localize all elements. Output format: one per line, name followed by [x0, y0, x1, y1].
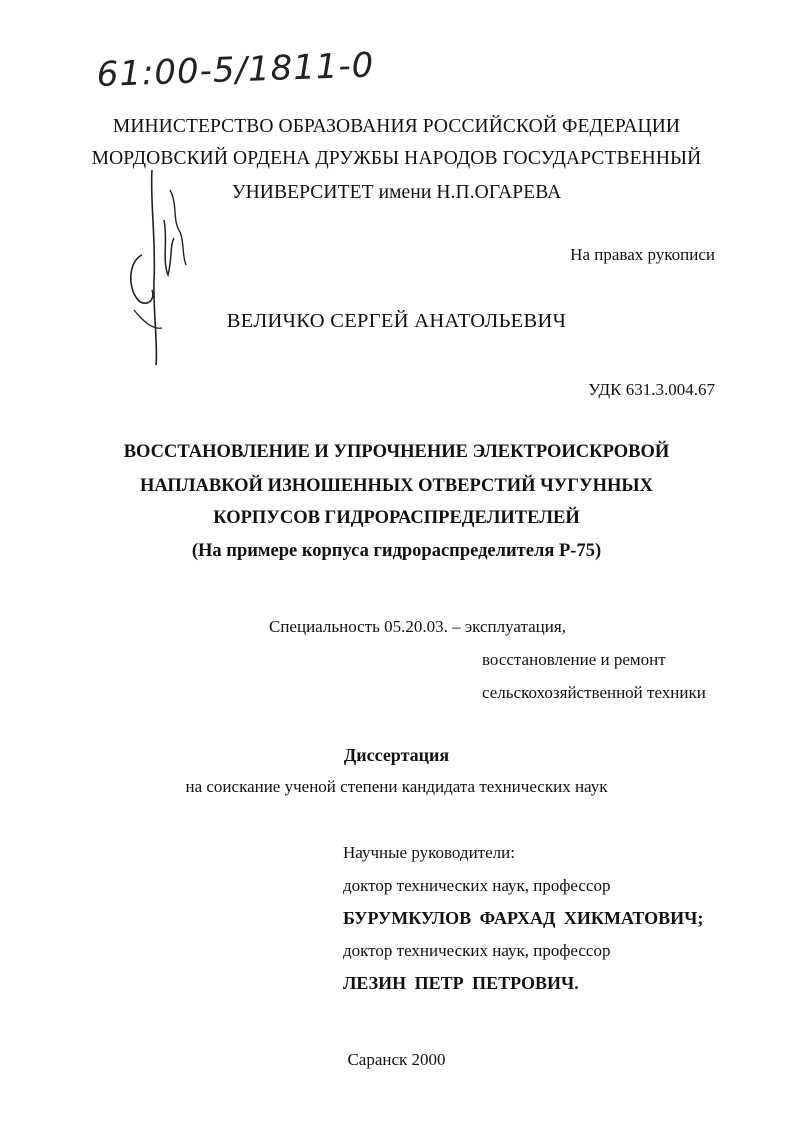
- archive-stamp: 61:00-5/1811-0: [96, 45, 375, 95]
- specialty-line-2: восстановление и ремонт: [482, 650, 666, 669]
- title-subtitle: (На примере корпуса гидрораспределителя Р-75): [191, 541, 602, 561]
- university-line-1: МОРДОВСКИЙ ОРДЕНА ДРУЖБЫ НАРОДОВ ГОСУДАРСТВЕННЫЙ: [91, 148, 702, 169]
- city-year: Саранск 2000: [347, 1050, 446, 1069]
- supervisors-label: Научные руководители:: [343, 843, 515, 862]
- supervisor-1-degree: доктор технических наук, профессор: [343, 876, 611, 895]
- specialty-line-3: сельскохозяйственной техники: [482, 683, 706, 702]
- title-line-2: НАПЛАВКОЙ ИЗНОШЕННЫХ ОТВЕРСТИЙ ЧУГУННЫХ: [140, 476, 653, 496]
- university-line-2: УНИВЕРСИТЕТ имени Н.П.ОГАРЕВА: [231, 182, 562, 203]
- dissertation-purpose: на соискание ученой степени кандидата технических наук: [185, 777, 608, 796]
- supervisor-2-degree: доктор технических наук, профессор: [343, 941, 611, 960]
- dissertation-label: Диссертация: [343, 745, 450, 765]
- supervisor-1-name: БУРУМКУЛОВ ФАРХАД ХИКМАТОВИЧ;: [343, 908, 704, 928]
- author-name: ВЕЛИЧКО СЕРГЕЙ АНАТОЛЬЕВИЧ: [226, 310, 567, 332]
- title-line-3: КОРПУСОВ ГИДРОРАСПРЕДЕЛИТЕЛЕЙ: [213, 508, 580, 528]
- ministry-line: МИНИСТЕРСТВО ОБРАЗОВАНИЯ РОССИЙСКОЙ ФЕДЕРАЦИИ: [112, 116, 681, 137]
- manuscript-rights: На правах рукописи: [570, 245, 715, 264]
- supervisor-2-name: ЛЕЗИН ПЕТР ПЕТРОВИЧ.: [343, 973, 579, 993]
- title-line-1: ВОССТАНОВЛЕНИЕ И УПРОЧНЕНИЕ ЭЛЕКТРОИСКРОВОЙ: [123, 442, 670, 462]
- specialty-line-1: Специальность 05.20.03. – эксплуатация,: [269, 617, 566, 636]
- udc-code: УДК 631.3.004.67: [588, 380, 715, 399]
